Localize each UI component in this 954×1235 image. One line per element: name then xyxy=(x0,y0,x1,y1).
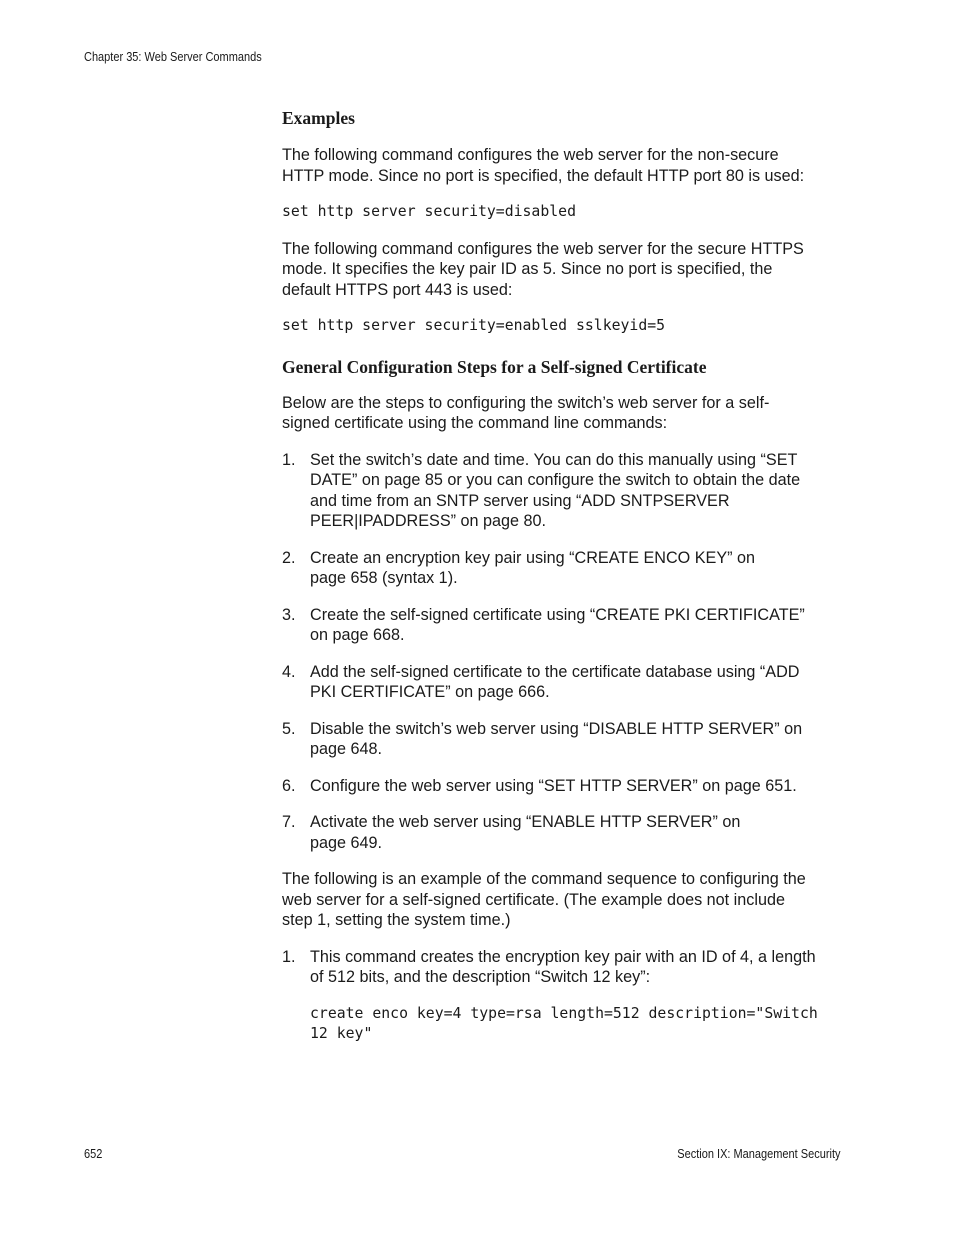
text-line: signed certificate using the command line commands: xyxy=(282,414,668,432)
list-item-number: 2. xyxy=(282,548,296,567)
list-item-number: 4. xyxy=(282,662,296,681)
code-example-1: set http server security=disabled xyxy=(282,203,576,220)
examples-paragraph-2 xyxy=(282,239,847,301)
list-item-number: 5. xyxy=(282,719,296,738)
examples-heading: Examples xyxy=(282,108,355,128)
text-line: Set the switch’s date and time. You can do this manually using “SET xyxy=(310,450,798,469)
code-line: 12 key" xyxy=(310,1025,373,1042)
list-item-number: 1. xyxy=(282,947,296,966)
text-line: Disable the switch’s web server using “DISABLE HTTP SERVER” on xyxy=(310,719,803,738)
general-config-heading: General Configuration Steps for a Self-signed Certificate xyxy=(282,356,707,377)
text-line: DATE” on page 85 or you can configure the switch to obtain the date xyxy=(310,471,801,489)
text-line: step 1, setting the system time.) xyxy=(282,911,511,929)
text-line: web server for a self-signed certificate. (The example does not include xyxy=(282,890,785,909)
list-item xyxy=(282,450,847,532)
text-line: Configure the web server using “SET HTTP SERVER” on page 651. xyxy=(310,776,797,795)
code-example-3 xyxy=(310,1004,847,1045)
text-line: on page 668. xyxy=(310,626,405,644)
list-item xyxy=(282,662,847,703)
list-item-number: 1. xyxy=(282,450,296,469)
text-line: This command creates the encryption key pair with an ID of 4, a length xyxy=(310,947,816,966)
text-line: page 649. xyxy=(310,833,383,852)
code-line: create enco key=4 type=rsa length=512 description="Switch xyxy=(310,1004,818,1022)
text-line: Activate the web server using “ENABLE HTTP SERVER” on xyxy=(310,813,741,831)
text-line: PEER|IPADDRESS” on page 80. xyxy=(310,512,547,530)
list-item-number: 7. xyxy=(282,813,296,831)
text-line: page 648. xyxy=(310,740,383,758)
text-line: mode. It specifies the key pair ID as 5. Since no port is specified, the xyxy=(282,260,773,278)
list-item xyxy=(282,605,847,646)
text-line: default HTTPS port 443 is used: xyxy=(282,280,513,299)
list-item xyxy=(282,947,847,1045)
text-line: The following is an example of the command sequence to configuring the xyxy=(282,870,806,888)
sequence-intro-paragraph xyxy=(282,869,847,931)
examples-paragraph-1 xyxy=(282,145,847,186)
text-line: Add the self-signed certificate to the certificate database using “ADD xyxy=(310,662,800,681)
text-line: The following command configures the web server for the secure HTTPS xyxy=(282,239,804,258)
text-line: and time from an SNTP server using “ADD SNTPSERVER xyxy=(310,491,730,510)
sequence-steps-list xyxy=(282,947,847,1045)
config-steps-list xyxy=(282,450,847,854)
list-item xyxy=(282,776,847,797)
section-footer: Section IX: Management Security xyxy=(677,1147,841,1161)
text-line: Create an encryption key pair using “CREATE ENCO KEY” on xyxy=(310,548,756,567)
list-item-number: 3. xyxy=(282,605,296,624)
page-content xyxy=(282,106,847,1045)
general-intro-paragraph xyxy=(282,393,847,434)
text-line: Create the self-signed certificate using “CREATE PKI CERTIFICATE” xyxy=(310,605,805,624)
text-line: Below are the steps to configuring the switch’s web server for a self- xyxy=(282,393,770,412)
list-item-number: 6. xyxy=(282,776,296,795)
text-line: The following command configures the web server for the non-secure xyxy=(282,146,779,164)
text-line: HTTP mode. Since no port is specified, the default HTTP port 80 is used: xyxy=(282,166,805,185)
code-example-2: set http server security=enabled sslkeyid=5 xyxy=(282,317,666,334)
text-line: of 512 bits, and the description “Switch 12 key”: xyxy=(310,968,651,986)
list-item xyxy=(282,548,847,589)
list-item xyxy=(282,812,847,853)
text-line: PKI CERTIFICATE” on page 666. xyxy=(310,683,550,701)
page-number: 652 xyxy=(84,1147,103,1161)
list-item xyxy=(282,719,847,760)
text-line: page 658 (syntax 1). xyxy=(310,569,458,587)
running-header: Chapter 35: Web Server Commands xyxy=(84,50,262,64)
